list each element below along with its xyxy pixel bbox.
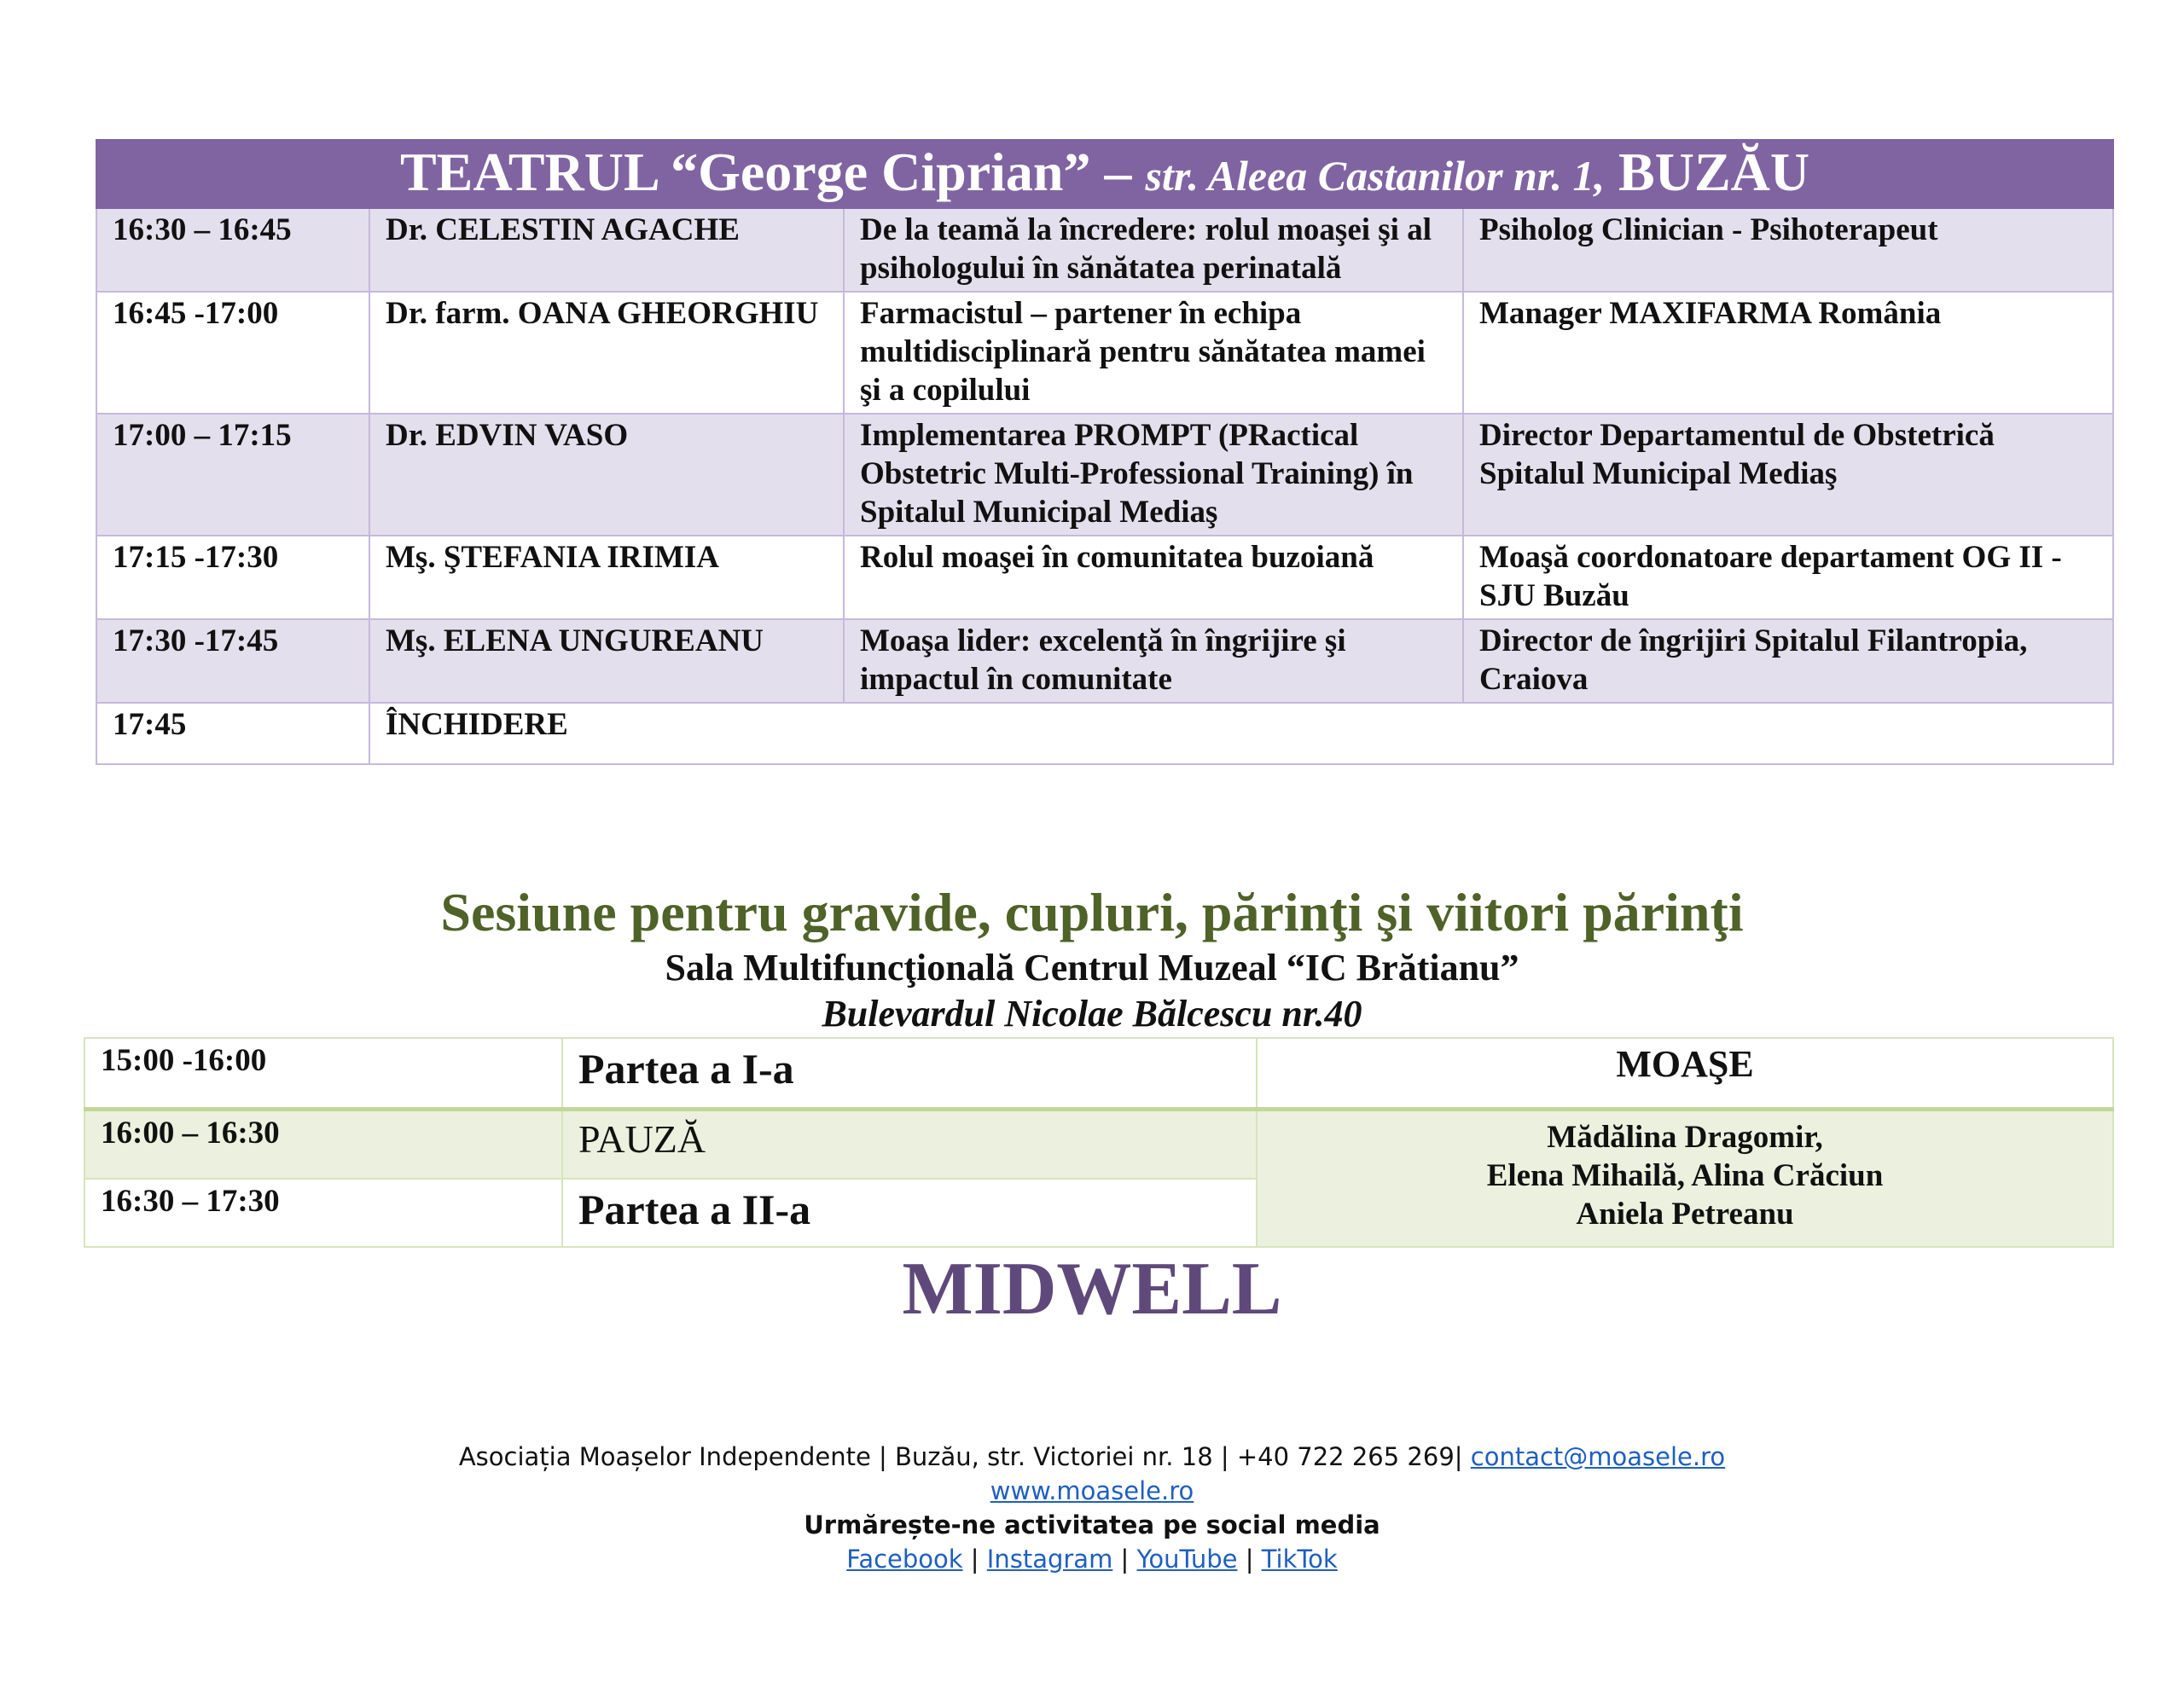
speaker-cell: Mş. ŞTEFANIA IRIMIA (369, 536, 844, 619)
role-cell: Manager MAXIFARMA România (1463, 292, 2113, 414)
program-table (96, 139, 2114, 765)
closing-row (96, 703, 2113, 764)
time-cell: 16:30 – 16:45 (96, 208, 369, 292)
part-cell: Partea a II-a (562, 1179, 1257, 1247)
midwife-name: Mădălina Dragomir, (1547, 1120, 1823, 1155)
role-cell: Psiholog Clinician - Psihoterapeut (1463, 208, 2113, 292)
table-row (96, 208, 2113, 292)
speaker-cell: Dr. EDVIN VASO (369, 414, 844, 536)
session-title: Sesiune pentru gravide, cupluri, părinţi şi viitori părinţi (440, 882, 1744, 942)
time-cell: 16:30 – 17:30 (84, 1179, 562, 1247)
time-cell: 17:30 -17:45 (96, 619, 369, 703)
footer-contact (0, 1440, 2184, 1474)
midwives-header: MOAŞE (1257, 1038, 2113, 1110)
venue-header (96, 140, 2113, 208)
role-cell: Director Departamentul de Obstetrică Spitalul Municipal Mediaş (1463, 414, 2113, 536)
brand-title: MIDWELL (902, 1248, 1282, 1330)
table-row (96, 414, 2113, 536)
role-cell: Moaşă coordonatoare departament OG II - SJU Buzău (1463, 536, 2113, 619)
table-row (96, 619, 2113, 703)
midwives-cell (1257, 1110, 2113, 1248)
midwife-name: Elena Mihailă, Alina Crăciun (1486, 1158, 1884, 1193)
facebook-link[interactable]: Facebook (846, 1545, 963, 1574)
speaker-cell: Mş. ELENA UNGUREANU (369, 619, 844, 703)
venue-city: BUZĂU (1618, 142, 1810, 202)
instagram-link[interactable]: Instagram (986, 1545, 1113, 1574)
closing-cell: ÎNCHIDERE (369, 703, 2113, 764)
topic-cell: Farmacistul – partener în echipa multidisciplinară pentru sănătatea mamei şi a copilului (844, 292, 1463, 414)
tiktok-link[interactable]: TikTok (1261, 1545, 1338, 1574)
table-row (84, 1038, 2113, 1110)
speaker-cell: Dr. CELESTIN AGACHE (369, 208, 844, 292)
website-link[interactable]: www.moasele.ro (990, 1476, 1194, 1505)
topic-cell: Moaşa lider: excelenţă în îngrijire şi impactul în comunitate (844, 619, 1463, 703)
table-row (84, 1110, 2113, 1180)
session-table (84, 1037, 2114, 1248)
time-cell: 17:45 (96, 703, 369, 764)
session-venue: Sala Multifuncţională Centrul Muzeal “IC Brătianu” (665, 947, 1519, 988)
separator: | (1245, 1545, 1254, 1574)
footer-follow: Urmărește-ne activitatea pe social media (804, 1510, 1380, 1539)
midwife-name: Aniela Petreanu (1576, 1197, 1794, 1232)
topic-cell: De la teamă la încredere: rolul moaşei şi al psihologului în sănătatea perinatală (844, 208, 1463, 292)
time-cell: 16:00 – 16:30 (84, 1110, 562, 1180)
table-row (96, 536, 2113, 619)
venue-street: str. Aleea Castanilor nr. 1, (1145, 152, 1606, 200)
youtube-link[interactable]: YouTube (1136, 1545, 1238, 1574)
time-cell: 15:00 -16:00 (84, 1038, 562, 1110)
table-row (96, 292, 2113, 414)
email-link[interactable]: contact@moasele.ro (1470, 1442, 1726, 1471)
topic-cell: Rolul moaşei în comunitatea buzoiană (844, 536, 1463, 619)
social-links (0, 1542, 2184, 1576)
time-cell: 17:00 – 17:15 (96, 414, 369, 536)
footer-website (0, 1474, 2184, 1508)
speaker-cell: Dr. farm. OANA GHEORGHIU (369, 292, 844, 414)
program-header-row (96, 140, 2113, 208)
session-address: Bulevardul Nicolae Bălcescu nr.40 (822, 993, 1362, 1035)
part-cell: Partea a I-a (562, 1038, 1257, 1110)
venue-name: TEATRUL “George Ciprian” – (399, 142, 1132, 202)
topic-cell: Implementarea PROMPT (PRactical Obstetric Multi-Professional Training) în Spitalul Municipal Mediaş (844, 414, 1463, 536)
separator: | (970, 1545, 979, 1574)
pause-cell: PAUZĂ (562, 1110, 1257, 1180)
time-cell: 17:15 -17:30 (96, 536, 369, 619)
footer-address: Asociația Moașelor Independente | Buzău, str. Victoriei nr. 18 | +40 722 265 269| (458, 1442, 1463, 1471)
time-cell: 16:45 -17:00 (96, 292, 369, 414)
role-cell: Director de îngrijiri Spitalul Filantropia, Craiova (1463, 619, 2113, 703)
separator: | (1120, 1545, 1130, 1574)
